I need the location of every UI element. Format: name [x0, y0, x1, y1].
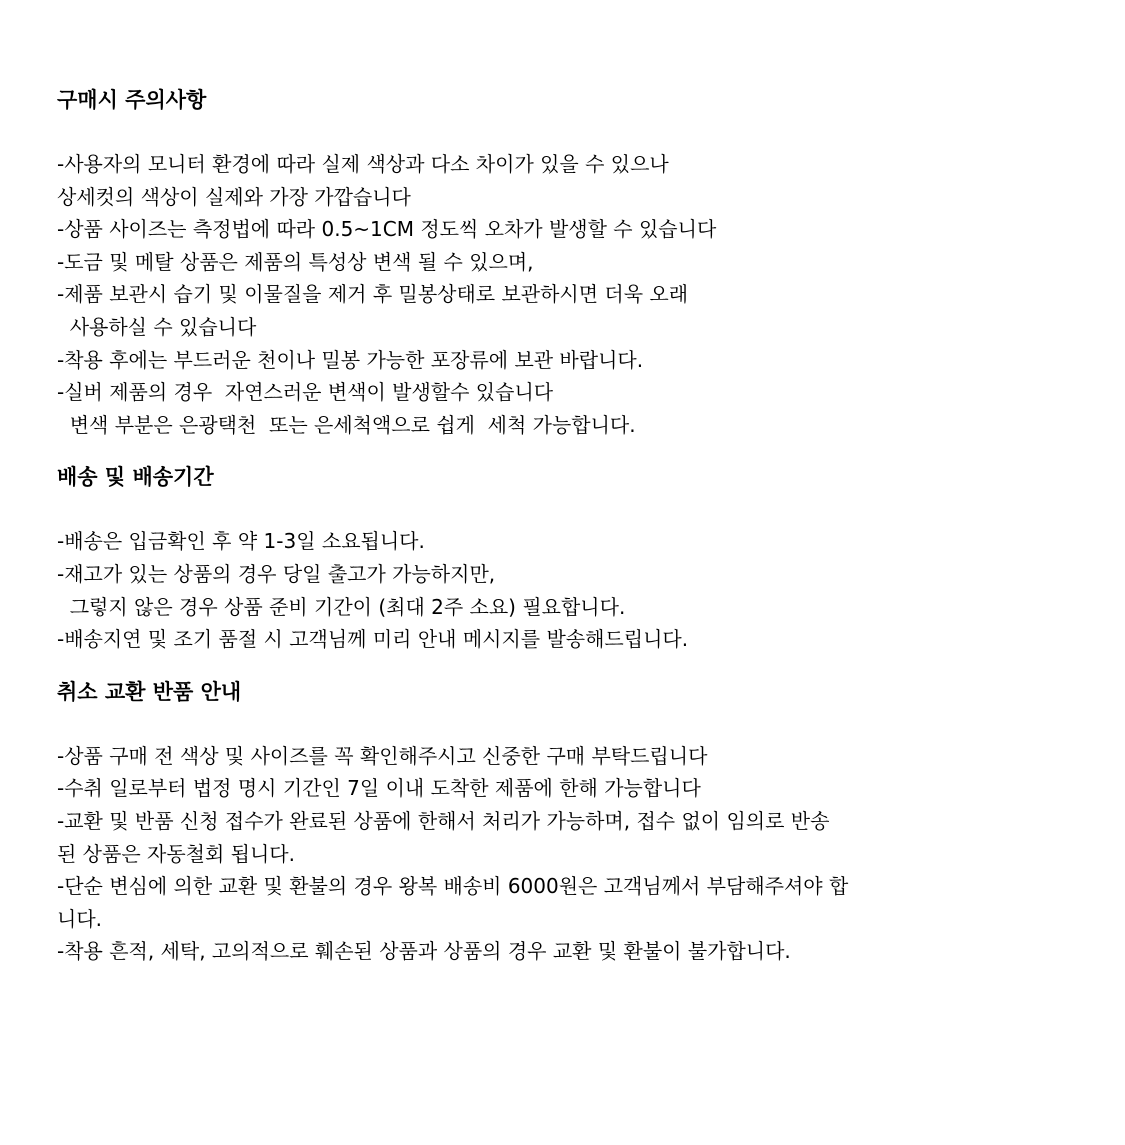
purchase-caution-section: [57, 84, 1097, 441]
text-line: -수취 일로부터 법정 명시 기간인 7일 이내 도착한 제품에 한해 가능합니다: [57, 776, 701, 801]
text-line: -상품 구매 전 색상 및 사이즈를 꼭 확인해주시고 신중한 구매 부탁드립니다: [57, 743, 708, 768]
section-body: [57, 740, 1097, 968]
section-gap: [57, 656, 1097, 676]
section-title: 취소 교환 반품 안내: [57, 679, 242, 704]
text-line: 된 상품은 자동철회 됩니다.: [57, 841, 295, 866]
text-line: 상세컷의 색상이 실제와 가장 가깝습니다: [57, 184, 411, 209]
text-line: -단순 변심에 의한 교환 및 환불의 경우 왕복 배송비 6000원은 고객님께서 부담해주셔야 합: [57, 874, 849, 899]
section-body: [57, 525, 1097, 655]
text-line: -사용자의 모니터 환경에 따라 실제 색상과 다소 차이가 있을 수 있으나: [57, 152, 669, 176]
section-title: 배송 및 배송기간: [57, 465, 214, 490]
text-line: -실버 제품의 경우 자연스러운 변색이 발생할수 있습니다: [57, 380, 554, 405]
notice-document: [57, 84, 1097, 968]
text-line: 니다.: [57, 906, 102, 931]
text-line: -제품 보관시 습기 및 이물질을 제거 후 밀봉상태로 보관하시면 더욱 오래: [57, 282, 689, 307]
text-line: -착용 후에는 부드러운 천이나 밀봉 가능한 포장류에 보관 바랍니다.: [57, 347, 644, 372]
text-line: 사용하실 수 있습니다: [57, 314, 257, 339]
section-body: [57, 148, 1097, 441]
text-line: 그렇지 않은 경우 상품 준비 기간이 (최대 2주 소요) 필요합니다.: [57, 594, 626, 619]
text-line: -교환 및 반품 신청 접수가 완료된 상품에 한해서 처리가 가능하며, 접수 없이 임의로 반송: [57, 808, 830, 833]
text-line: -착용 흔적, 세탁, 고의적으로 훼손된 상품과 상품의 경우 교환 및 환불이 불가합니다.: [57, 939, 791, 964]
section-gap: [57, 441, 1097, 461]
text-line: -상품 사이즈는 측정법에 따라 0.5~1CM 정도씩 오차가 발생할 수 있습니다: [57, 217, 717, 242]
section-title: 구매시 주의사항: [57, 88, 207, 112]
cancel-exchange-return-section: [57, 676, 1097, 968]
text-line: 변색 부분은 은광택천 또는 은세척액으로 쉽게 세척 가능합니다.: [57, 412, 636, 437]
text-line: -배송지연 및 조기 품절 시 고객님께 미리 안내 메시지를 발송해드립니다.: [57, 627, 689, 652]
text-line: -재고가 있는 상품의 경우 당일 출고가 가능하지만,: [57, 561, 496, 586]
text-line: -도금 및 메탈 상품은 제품의 특성상 변색 될 수 있으며,: [57, 249, 534, 274]
shipping-section: [57, 461, 1097, 655]
text-line: -배송은 입금확인 후 약 1-3일 소요됩니다.: [57, 529, 425, 554]
